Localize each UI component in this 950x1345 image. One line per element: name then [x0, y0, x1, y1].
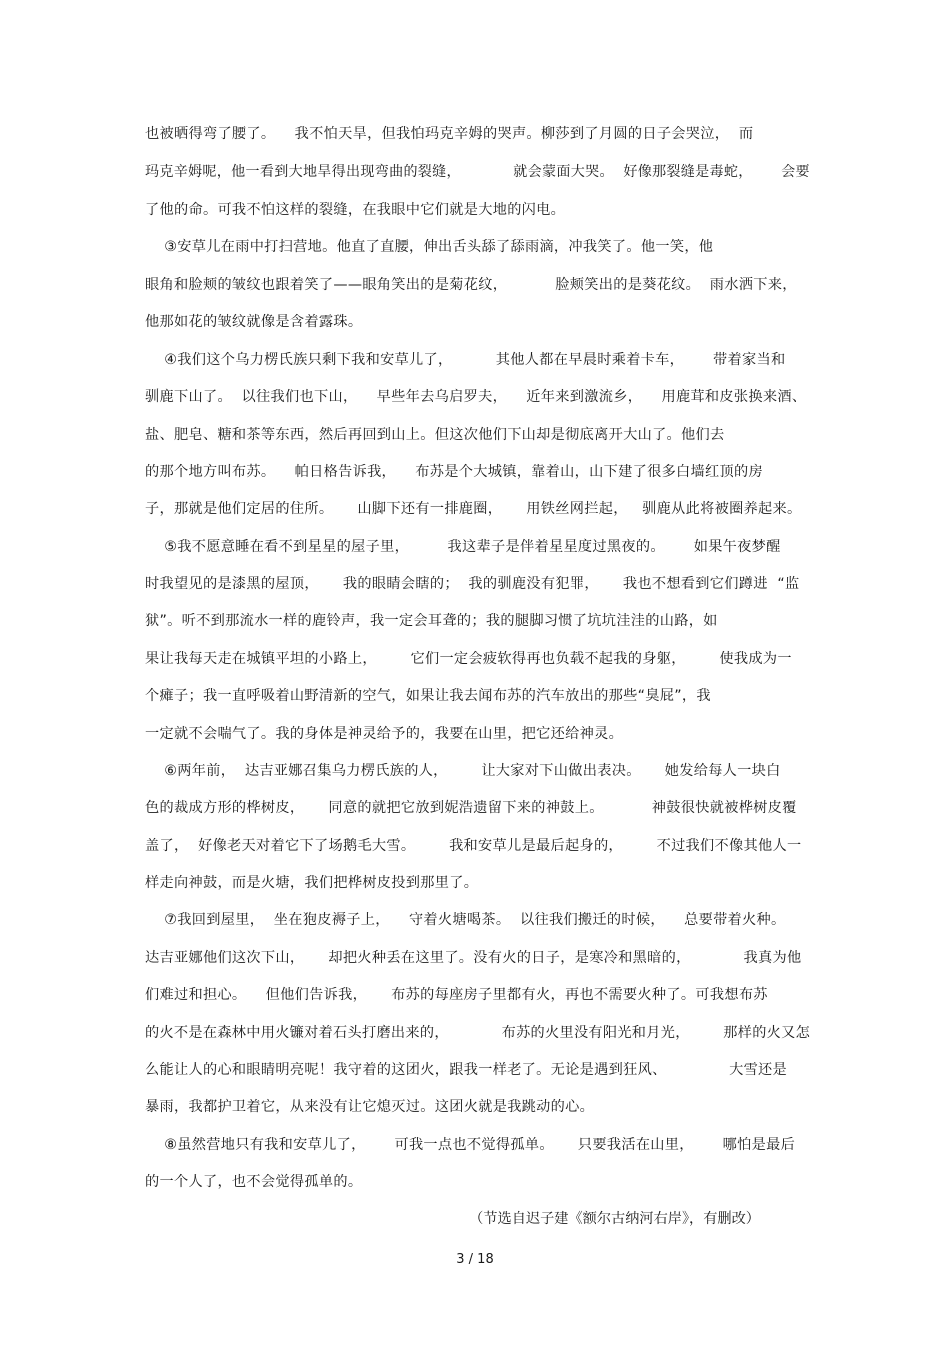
text-line: 玛克辛姆呢，他一看到大地旱得出现弯曲的裂缝， 就会蒙面大哭。 好像那裂缝是毒蛇， 会要: [145, 164, 810, 180]
text-line: 暴雨，我都护卫着它，从来没有让它熄灭过。这团火就是我跳动的心。: [145, 1099, 595, 1115]
text-line: 的火不是在森林中用火镰对着石头打磨出来的， 布苏的火里没有阳光和月光， 那样的火又怎: [145, 1025, 811, 1041]
text-line: ③安草儿在雨中打扫营地。他直了直腰，伸出舌头舔了舔雨滴，冲我笑了。他一笑，他: [145, 239, 714, 255]
text-line: 的那个地方叫布苏。 帕日格告诉我， 布苏是个大城镇，靠着山，山下建了很多白墙红顶的房: [145, 464, 763, 480]
text-line: 盐、肥皂、糖和茶等东西，然后再回到山上。但这次他们下山却是彻底离开大山了。他们去: [145, 427, 725, 443]
text-line: ⑤我不愿意睡在看不到星星的屋子里， 我这辈子是伴着星星度过黑夜的。 如果午夜梦醒: [145, 539, 781, 555]
text-line: ④我们这个乌力楞氏族只剩下我和安草儿了， 其他人都在早晨时乘着卡车， 带着家当和: [145, 352, 786, 368]
text-line: 狱”。听不到那流水一样的鹿铃声，我一定会耳聋的；我的腿脚习惯了坑坑洼洼的山路，如: [145, 613, 718, 629]
text-line: 么能让人的心和眼睛明亮呢！我守着的这团火，跟我一样老了。无论是遇到狂风、 大雪还是: [145, 1062, 788, 1078]
text-line: 了他的命。可我不怕这样的裂缝，在我眼中它们就是大地的闪电。: [145, 202, 566, 218]
text-line: 他那如花的皱纹就像是含着露珠。: [145, 314, 363, 330]
text-line: 达吉亚娜他们这次下山， 却把火种丢在这里了。没有火的日子，是寒冷和黑暗的， 我真为他: [145, 950, 802, 966]
text-line: ⑧虽然营地只有我和安草儿了， 可我一点也不觉得孤单。 只要我活在山里， 哪怕是最后: [145, 1137, 796, 1153]
text-line: 驯鹿下山了。 以往我们也下山， 早些年去乌启罗夫， 近年来到激流乡， 用鹿茸和皮张换来酒、: [145, 389, 807, 405]
text-line: 一定就不会喘气了。我的身体是神灵给予的，我要在山里，把它还给神灵。: [145, 726, 624, 742]
text-line: ⑥两年前， 达吉亚娜召集乌力楞氏族的人， 让大家对下山做出表决。 她发给每人一块白: [145, 763, 781, 779]
text-line: 也被晒得弯了腰了。 我不怕天旱，但我怕玛克辛姆的哭声。柳莎到了月圆的日子会哭泣， 而: [145, 126, 754, 142]
text-line: 色的裁成方形的桦树皮， 同意的就把它放到妮浩遗留下来的神鼓上。 神鼓很快就被桦树皮覆: [145, 800, 797, 816]
text-line: 时我望见的是漆黑的屋顶， 我的眼睛会瞎的； 我的驯鹿没有犯罪， 我也不想看到它们蹲进 “监: [145, 576, 800, 592]
text-line: ⑦我回到屋里， 坐在狍皮褥子上， 守着火塘喝茶。 以往我们搬迁的时候， 总要带着火种。: [145, 912, 786, 928]
text-line: 个瘫子；我一直呼吸着山野清新的空气，如果让我去闻布苏的汽车放出的那些“臭屁”，我: [145, 688, 711, 704]
text-line: 样走向神鼓，而是火塘，我们把桦树皮投到那里了。: [145, 875, 479, 891]
text-line: 的一个人了，也不会觉得孤单的。: [145, 1174, 363, 1190]
text-line: 盖了， 好像老天对着它下了场鹅毛大雪。 我和安草儿是最后起身的， 不过我们不像其他人一: [145, 838, 802, 854]
page-number: 3 / 18: [456, 1252, 494, 1267]
text-line: 眼角和脸颊的皱纹也跟着笑了——眼角笑出的是菊花纹， 脸颊笑出的是葵花纹。 雨水洒下来，: [145, 277, 797, 293]
text-line: 们难过和担心。 但他们告诉我， 布苏的每座房子里都有火，再也不需要火种了。可我想布苏: [145, 987, 768, 1003]
source-citation: （节选自迟子建《额尔古纳河右岸》，有删改）: [469, 1211, 760, 1227]
text-line: 子，那就是他们定居的住所。 山脚下还有一排鹿圈， 用铁丝网拦起， 驯鹿从此将被圈养起来。: [145, 501, 802, 517]
text-line: 果让我每天走在城镇平坦的小路上， 它们一定会疲软得再也负载不起我的身躯， 使我成为一: [145, 651, 792, 667]
